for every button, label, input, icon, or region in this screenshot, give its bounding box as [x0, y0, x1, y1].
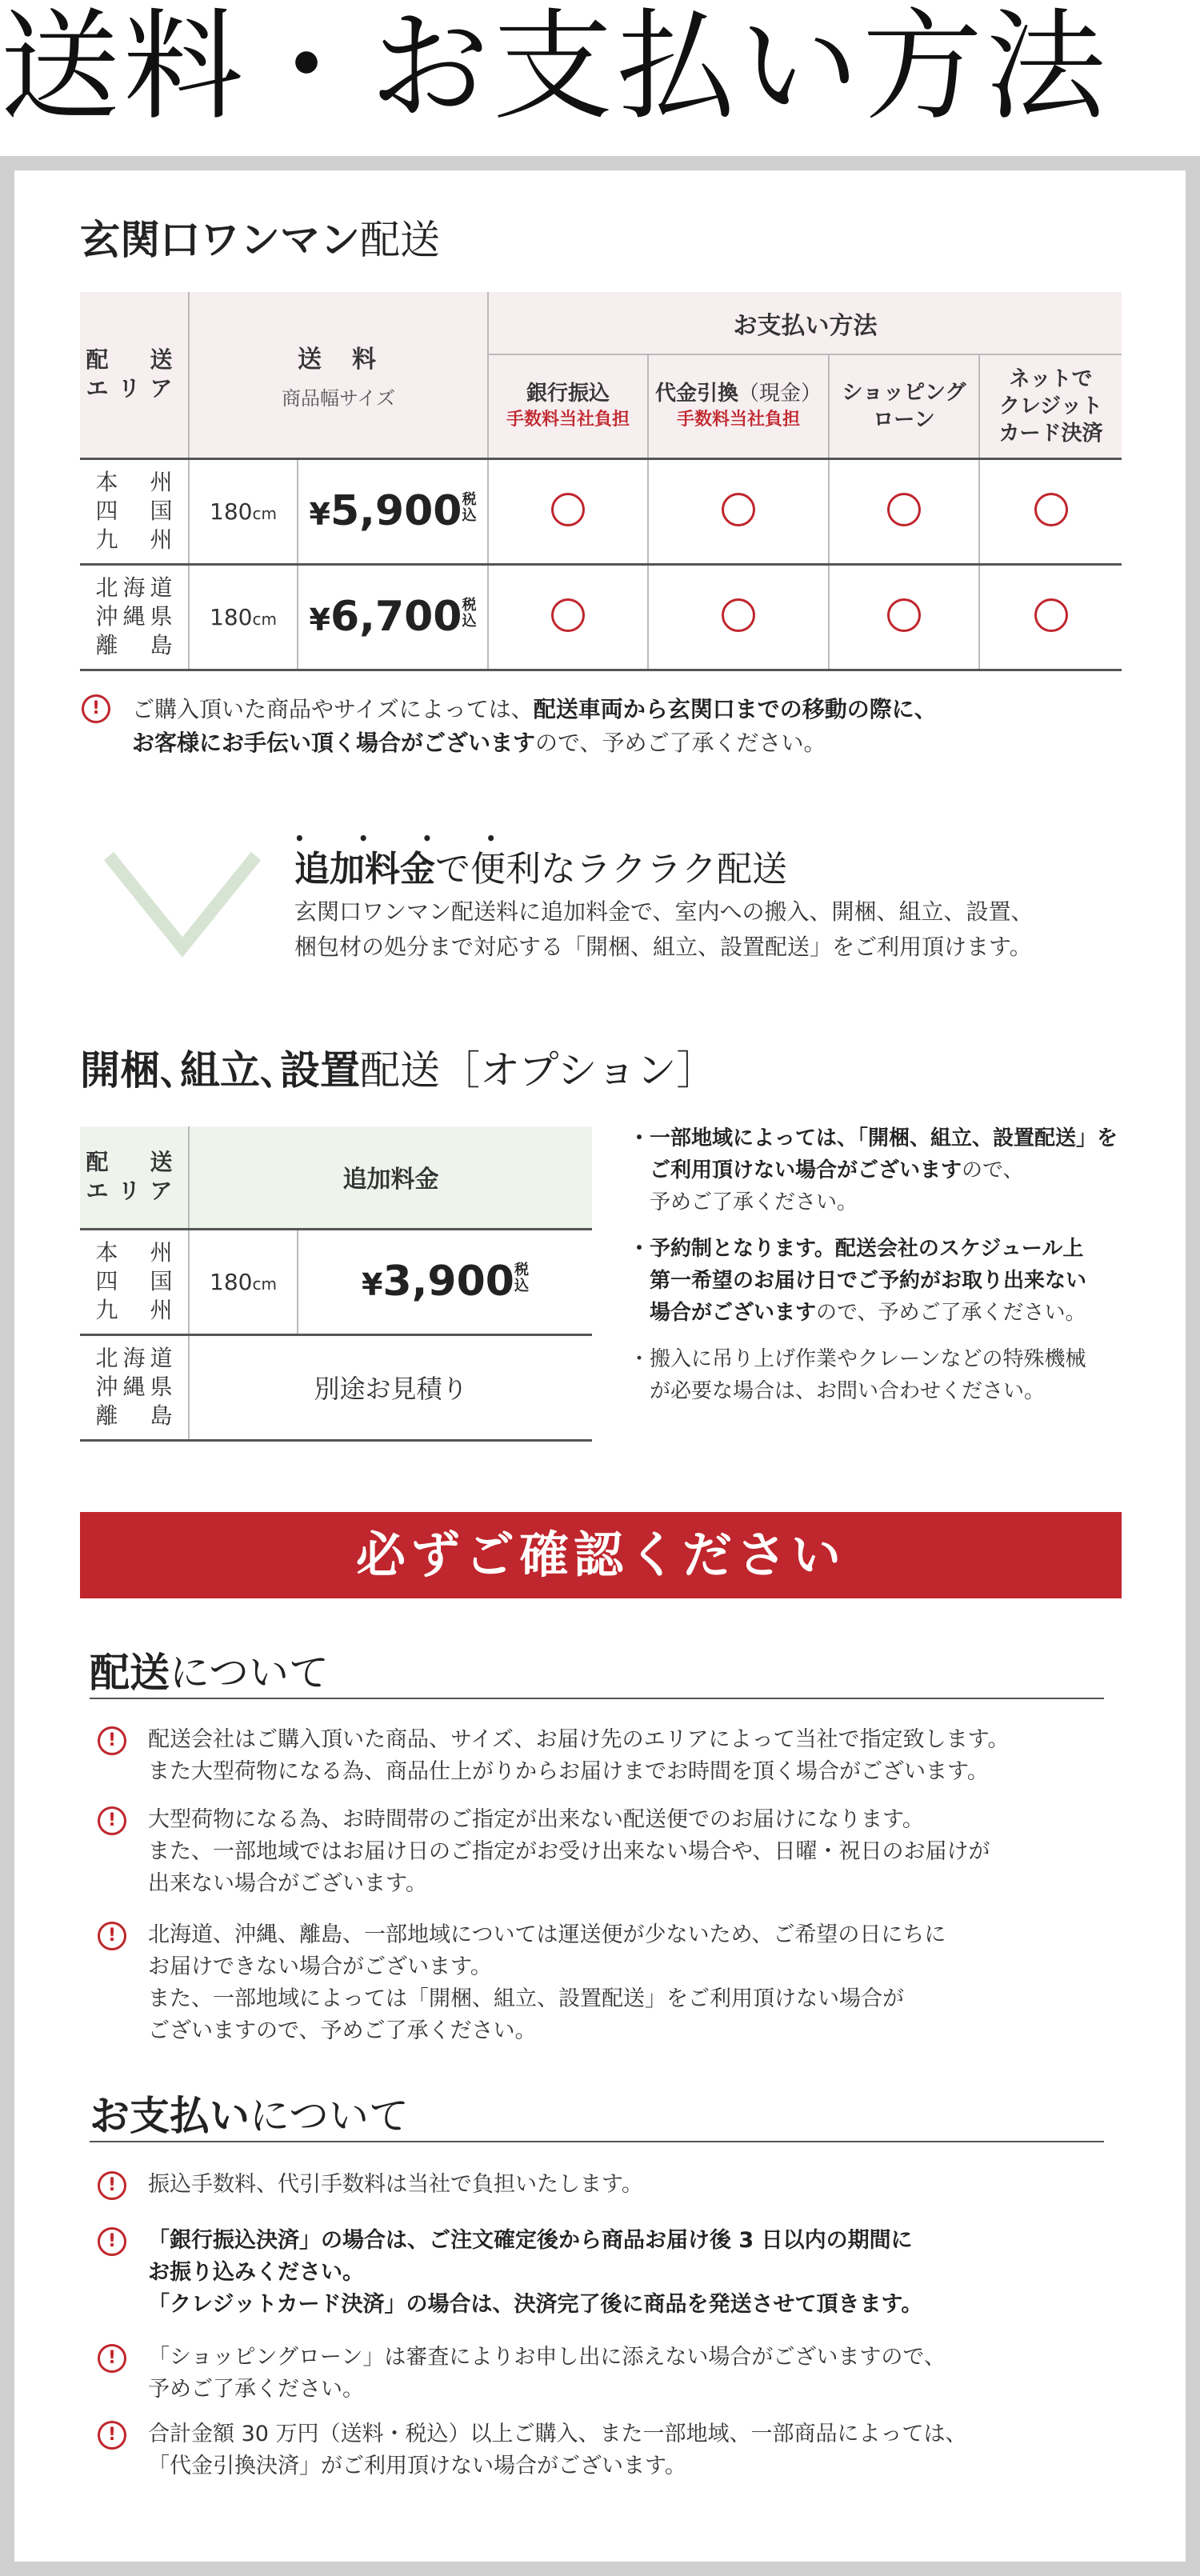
- list-item: 振込手数料、代引手数料は当社で負担いたします。: [148, 2172, 643, 2197]
- col-fee-header: [189, 292, 488, 458]
- row-area: 北海道 沖縄県 離 島: [80, 564, 189, 670]
- option-intro-title: • • • • 追加料金で便利なラクラク配送: [294, 829, 787, 890]
- delivery-heading-bold: 玄関口ワンマン: [80, 217, 360, 263]
- exclamation-circle-icon: !: [98, 1726, 126, 1755]
- list-item: 合計金額 30 万円（送料・税込）以上ご購入、また一部地域、一部商品によっては、 「代金引換決済」がご利用頂けない場合がございます。: [148, 2422, 967, 2478]
- table-row: [80, 458, 1122, 564]
- row-estimate: 別途お見積り: [189, 1334, 592, 1440]
- option-heading: 開梱､組立､設置配送［オプション］: [80, 1047, 717, 1094]
- list-item: 大型荷物になる為、お時間帯のご指定が出来ない配送便でのお届けになります。 また、一部地域ではお届け日のご指定がお受け出来ない場合や、日曜・祝日のお届けが 出来ない場合がございます。: [148, 1807, 990, 1896]
- circle-mark: [887, 493, 921, 526]
- circle-mark: [722, 493, 755, 526]
- circle-mark: [1034, 493, 1068, 526]
- delivery-fee-table: [80, 292, 1122, 671]
- row-size: 180cm: [189, 564, 298, 670]
- mark-bank: [488, 564, 648, 670]
- table-row: [80, 1334, 592, 1440]
- about-delivery-heading: 配送について: [90, 1648, 1104, 1699]
- pay-credit: ネットで クレジット カード決済: [979, 354, 1122, 458]
- mark-loan: [829, 458, 979, 564]
- option-intro-desc: 玄関口ワンマン配送料に追加料金で、室内への搬入、開梱、組立、設置、 梱包材の処分まで対応する「開梱、組立、設置配送」をご利用頂けます。: [294, 898, 1034, 960]
- col-fee-title: 送 料: [298, 345, 379, 374]
- row-area: 本 州 四 国 九 州: [80, 458, 189, 564]
- list-item: 「銀行振込決済」の場合は、ご注文確定後から商品お届け後 3 日以内の期間に お振り込みください。 「クレジットカード決済」の場合は、決済完了後に商品を発送させて頂きます。: [148, 2228, 923, 2317]
- circle-mark: [887, 598, 921, 632]
- page-title: 送料・お支払い方法: [0, 0, 1110, 137]
- table-row: [80, 1229, 592, 1334]
- option-notes: ・一部地域によっては、「開梱、組立、設置配送」を ご利用頂けない場合がございますので、 予めご了承ください。 ・予約制となります。配送会社のスケジュール上 第一希望のお届け日でご予約がお取り出来ない 場合がございますので、予めご了承ください。 ・搬入に吊り上げ作業やクレーンなどの特殊機械 が必要な場合は、お問い合わせください。: [629, 1126, 1118, 1403]
- exclamation-circle-icon: !: [98, 2171, 126, 2200]
- col-payment-header: お支払い方法: [488, 292, 1122, 354]
- mark-credit: [979, 564, 1122, 670]
- col-area-header: 配 送 エリア: [80, 292, 189, 458]
- list-item: 「ショッピングローン」は審査によりお申し出に添えない場合がございますので、 予めご了承ください。: [148, 2345, 946, 2402]
- col-area-header: 配 送 エリア: [80, 1126, 189, 1229]
- option-fee-table: [80, 1126, 592, 1442]
- row-area: 北海道 沖縄県 離 島: [80, 1334, 189, 1440]
- col-fee-header: 追加料金: [189, 1126, 592, 1229]
- exclamation-circle-icon: !: [82, 694, 110, 723]
- list-item: 北海道、沖縄、離島、一部地域については運送便が少ないため、ご希望の日にちに お届けできない場合がございます。 また、一部地域によっては「開梱、組立、設置配送」をご利用頂けない場合が ございますので、予めご了承ください。: [148, 1922, 946, 2043]
- mark-cod: [648, 458, 829, 564]
- mark-cod: [648, 564, 829, 670]
- mark-bank: [488, 458, 648, 564]
- pay-cod: 代金引換（現金） 手数料当社負担: [648, 354, 829, 458]
- row-price: ¥3,900税 込: [298, 1229, 592, 1334]
- exclamation-circle-icon: !: [98, 2344, 126, 2373]
- circle-mark: [1034, 598, 1068, 632]
- row-price: ¥5,900税 込: [298, 458, 488, 564]
- circle-mark: [722, 598, 755, 632]
- exclamation-circle-icon: !: [98, 2421, 126, 2450]
- exclamation-circle-icon: !: [98, 1922, 126, 1950]
- delivery-note: ご購入頂いた商品やサイズによっては、配送車両から玄関口までの移動の際に、 お客様にお手伝い頂く場合がございますので、予めご了承ください。: [132, 696, 937, 756]
- row-area: 本 州 四 国 九 州: [80, 1229, 189, 1334]
- circle-mark: [551, 598, 585, 632]
- confirm-banner: 必ずご確認ください: [80, 1512, 1122, 1598]
- about-payment-heading: お支払いについて: [90, 2091, 1104, 2142]
- row-size: 180cm: [189, 458, 298, 564]
- delivery-heading: [80, 216, 440, 264]
- list-item: 配送会社はご購入頂いた商品、サイズ、お届け先のエリアによって当社で指定致します。 また大型荷物になる為、商品仕上がりからお届けまでお時間を頂く場合がございます。: [148, 1727, 1010, 1784]
- pay-loan: ショッピング ローン: [829, 354, 979, 458]
- pay-bank: 銀行振込 手数料当社負担: [488, 354, 648, 458]
- exclamation-circle-icon: !: [98, 1806, 126, 1835]
- exclamation-circle-icon: !: [98, 2227, 126, 2256]
- row-price: ¥6,700税 込: [298, 564, 488, 670]
- mark-loan: [829, 564, 979, 670]
- chevron-down-icon: [102, 850, 262, 958]
- table-row: [80, 564, 1122, 670]
- circle-mark: [551, 493, 585, 526]
- col-fee-sub: 商品幅サイズ: [281, 386, 396, 410]
- row-size: 180cm: [189, 1229, 298, 1334]
- delivery-heading-thin: 配送: [360, 217, 440, 263]
- mark-credit: [979, 458, 1122, 564]
